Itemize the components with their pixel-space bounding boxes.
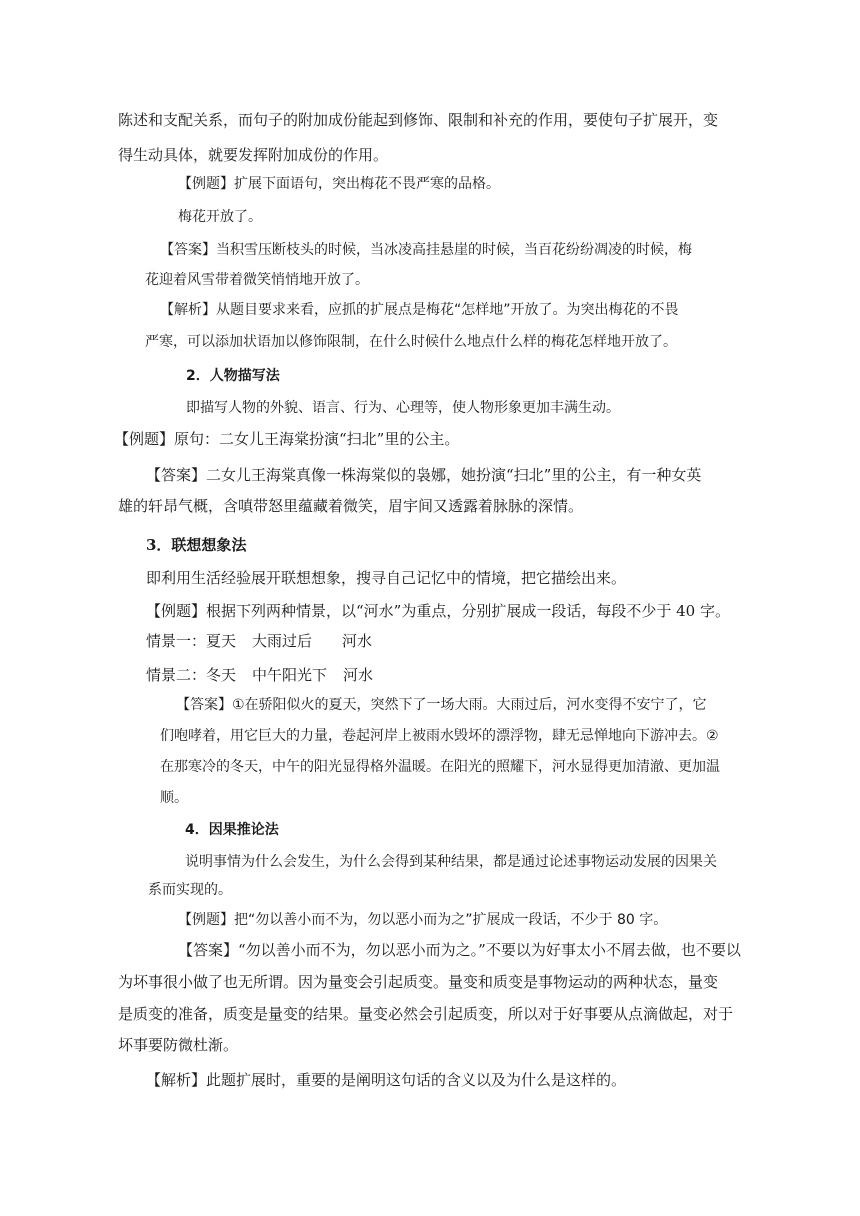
scene-line	[146, 631, 372, 651]
analysis-line: 严寒，可以添加状语加以修饰限制，在什么时候什么地点什么样的梅花怎样地开放了。	[145, 334, 677, 350]
section-heading: 3．联想想象法	[146, 536, 247, 554]
example-answer-line: 在那寒冷的冬天，中午的阳光显得格外温暖。在阳光的照耀下，河水显得更加清澈、更加温	[160, 759, 720, 775]
example-question: 【例题】原句：二女儿王海棠扮演“扫北”里的公主。	[114, 430, 460, 448]
example-answer-line: 【答案】当积雪压断枝头的时候，当冰凌高挂悬崖的时候，当百花纷纷凋凌的时候，梅	[160, 242, 692, 258]
example-answer-line: 【答案】①在骄阳似火的夏天，突然下了一场大雨。大雨过后，河水变得不安宁了，它	[176, 697, 707, 713]
example-question: 【例题】把“勿以善小而不为，勿以恶小而为之”扩展成一段话，不少于 80 字。	[178, 912, 668, 928]
scene-line	[146, 665, 373, 685]
paragraph-line: 得生动具体，就要发挥附加成份的作用。	[118, 146, 389, 164]
section-heading: 4．因果推论法	[185, 822, 279, 838]
example-answer-line: 们咆哮着，用它巨大的力量，卷起河岸上被雨水毁坏的漂浮物，肆无忌惮地向下游冲去。②	[160, 728, 719, 744]
example-question: 【例题】根据下列两种情景，以“河水”为重点，分别扩展成一段话，每段不少于 40 字。	[146, 602, 730, 620]
scene-part: 中午阳光下	[252, 666, 328, 684]
scene-part: 河水	[343, 666, 374, 684]
example-question: 【例题】扩展下面语句，突出梅花不畏严寒的品格。	[178, 176, 500, 192]
example-answer-line: 为坏事很小做了也无所谓。因为量变会引起质变。量变和质变是事物运动的两种状态，量变	[118, 973, 719, 991]
example-answer-line: 【答案】二女儿王海棠真像一株海棠似的袅娜，她扮演“扫北”里的公主，有一种女英	[146, 466, 702, 484]
example-answer-line: 【答案】“勿以善小而不为，勿以恶小而为之。”不要以为好事太小不屑去做，也不要以	[178, 941, 741, 959]
section-heading: 2．人物描写法	[186, 368, 280, 384]
section-description: 说明事情为什么会发生，为什么会得到某种结果，都是通过论述事物运动发展的因果关	[185, 854, 717, 870]
example-answer-line: 雄的轩昂气概，含嗔带怒里蕴藏着微笑，眉宇间又透露着脉脉的深情。	[118, 497, 584, 515]
analysis-line: 【解析】从题目要求来看，应抓的扩展点是梅花“怎样地”开放了。为突出梅花的不畏	[160, 302, 679, 318]
example-answer-line: 坏事要防微杜渐。	[118, 1036, 239, 1054]
paragraph-line: 陈述和支配关系，而句子的附加成份能起到修饰、限制和补充的作用，要使句子扩展开，变	[118, 111, 719, 129]
example-answer-line: 是质变的准备，质变是量变的结果。量变必然会引起质变，所以对于好事要从点滴做起，对于	[118, 1005, 734, 1023]
scene-label: 情景一：夏天	[146, 632, 237, 650]
section-description: 即描写人物的外貌、语言、行为、心理等，使人物形象更加丰满生动。	[186, 400, 620, 416]
section-description: 即利用生活经验展开联想想象，搜寻自己记忆中的情境，把它描绘出来。	[146, 569, 627, 587]
scene-label: 情景二：冬天	[146, 666, 237, 684]
scene-part: 大雨过后	[252, 632, 313, 650]
example-answer-line: 花迎着风雪带着微笑悄悄地开放了。	[145, 272, 369, 288]
section-description: 系而实现的。	[148, 882, 232, 898]
example-sentence: 梅花开放了。	[178, 209, 262, 225]
scene-part: 河水	[342, 632, 373, 650]
example-answer-line: 顺。	[160, 790, 188, 806]
analysis-line: 【解析】此题扩展时，重要的是阐明这句话的含义以及为什么是这样的。	[146, 1071, 627, 1089]
